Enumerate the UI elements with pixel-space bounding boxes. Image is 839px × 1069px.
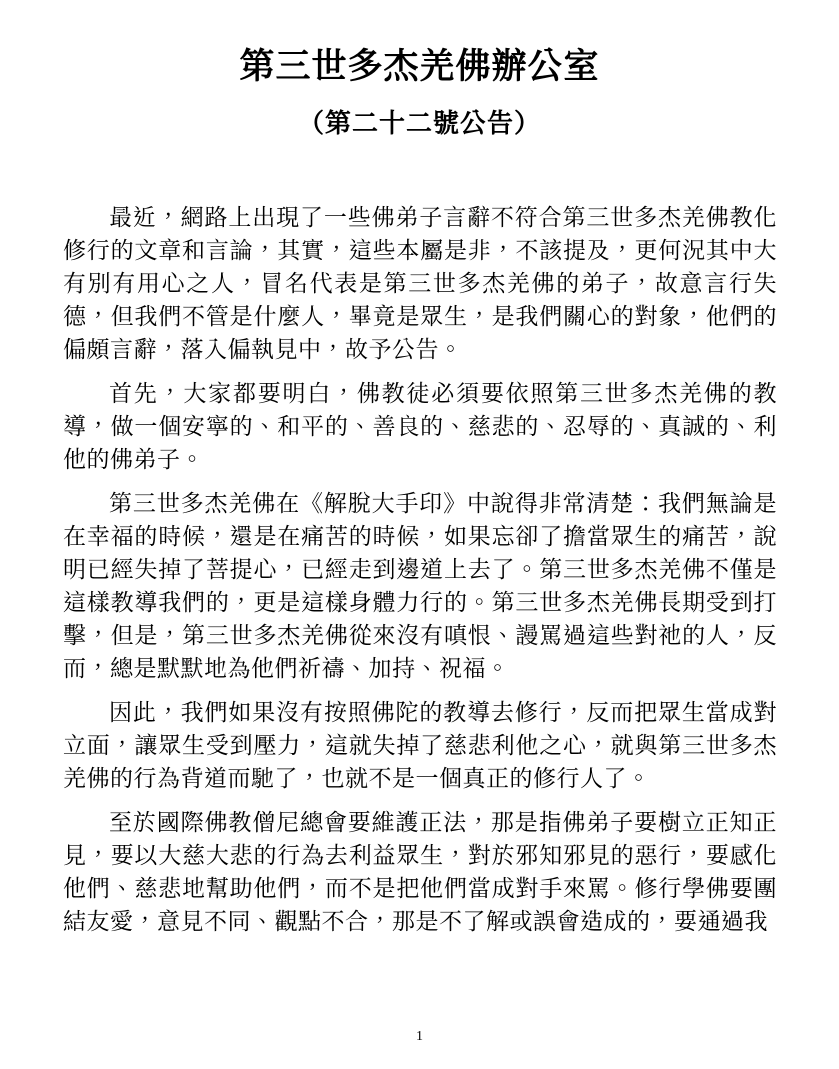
page-number: 1: [416, 1029, 423, 1044]
document-page: [0, 46, 839, 1069]
document-subtitle: （第二十二號公告）: [297, 109, 541, 138]
document-body: [63, 201, 777, 938]
paragraph: 至於國際佛教僧尼總會要維護正法，那是指佛弟子要樹立正知正見，要以大慈大悲的行為去利益眾生，對於邪知邪見的惡行，要感化他們、慈悲地幫助他們，而不是把他們當成對手來罵。修行學佛要團結友愛，意見不同、觀點不合，那是不了解或誤會造成的，要通過我: [63, 810, 777, 935]
paragraph: 因此，我們如果沒有按照佛陀的教導去修行，反而把眾生當成對立面，讓眾生受到壓力，這就失掉了慈悲利他之心，就與第三世多杰羌佛的行為背道而馳了，也就不是一個真正的修行人了。: [63, 700, 777, 792]
paragraph: 最近，網路上出現了一些佛弟子言辭不符合第三世多杰羌佛教化修行的文章和言論，其實，這些本屬是非，不該提及，更何況其中大有別有用心之人，冒名代表是第三世多杰羌佛的弟子，故意言行失德，但我們不管是什麼人，畢竟是眾生，是我們關心的對象，他們的偏頗言辭，落入偏執見中，故予公告。: [63, 205, 777, 363]
paragraph: 首先，大家都要明白，佛教徒必須要依照第三世多杰羌佛的教導，做一個安寧的、和平的、善良的、慈悲的、忍辱的、真誠的、利他的佛弟子。: [63, 381, 777, 473]
paragraph: 第三世多杰羌佛在《解脫大手印》中說得非常清楚：我們無論是在幸福的時候，還是在痛苦的時候，如果忘卻了擔當眾生的痛苦，說明已經失掉了菩提心，已經走到邊道上去了。第三世多杰羌佛不僅是這樣教導我們的，更是這樣身體力行的。第三世多杰羌佛長期受到打擊，但是，第三世多杰羌佛從來沒有嗔恨、謾罵過這些對祂的人，反而，總是默默地為他們祈禱、加持、祝福。: [63, 491, 777, 682]
document-title: 第三世多杰羌佛辦公室: [239, 47, 600, 86]
